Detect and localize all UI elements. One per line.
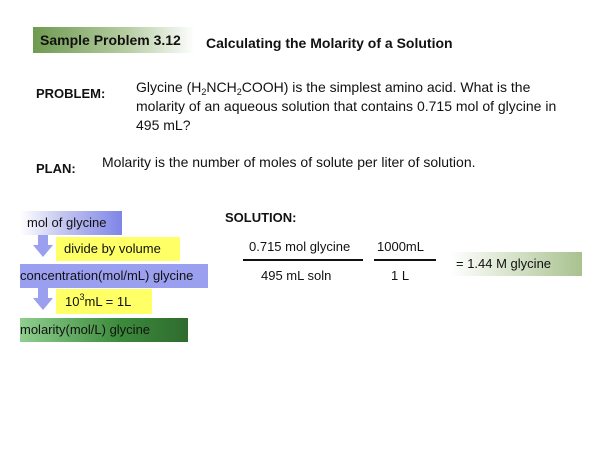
page-title: Calculating the Molarity of a Solution: [206, 35, 453, 51]
step-concentration: concentration(mol/mL) glycine: [20, 264, 208, 288]
problem-text: [136, 78, 576, 135]
problem-line-2: molarity of an aqueous solution that contains 0.715 mol of glycine in: [136, 98, 557, 114]
fraction-1-denominator: 495 mL soln: [261, 268, 332, 283]
action-unit-conversion: $10^3mL = 1L$: [56, 289, 152, 314]
fraction-2-denominator: 1 L: [391, 268, 410, 283]
problem-label: PROBLEM:: [36, 86, 106, 101]
sample-problem-badge: Sample Problem 3.12: [33, 27, 195, 53]
step-molarity: molarity(mol/L) glycine: [20, 318, 188, 342]
result-value: = 1.44 M glycine: [451, 252, 582, 276]
fraction-1-bar: [243, 259, 363, 261]
plan-label: PLAN:: [36, 161, 76, 176]
down-arrow-icon: [33, 235, 53, 257]
step-mol-of-glycine: mol of glycine: [20, 211, 122, 235]
action-divide-by-volume: divide by volume: [56, 237, 180, 261]
fraction-2-bar: [374, 259, 436, 261]
plan-text: Molarity is the number of moles of solute per liter of solution.: [102, 154, 476, 170]
fraction-1-numerator: 0.715 mol glycine: [249, 239, 351, 254]
problem-line-3: 495 mL?: [136, 117, 191, 133]
problem-line-1: Glycine $(H_2NCH_2COOH)$ is the simplest amino acid. What is the: [136, 79, 531, 97]
solution-label: SOLUTION:: [225, 210, 297, 225]
down-arrow-icon: [33, 288, 53, 310]
fraction-2-numerator: 1000mL: [377, 239, 424, 254]
